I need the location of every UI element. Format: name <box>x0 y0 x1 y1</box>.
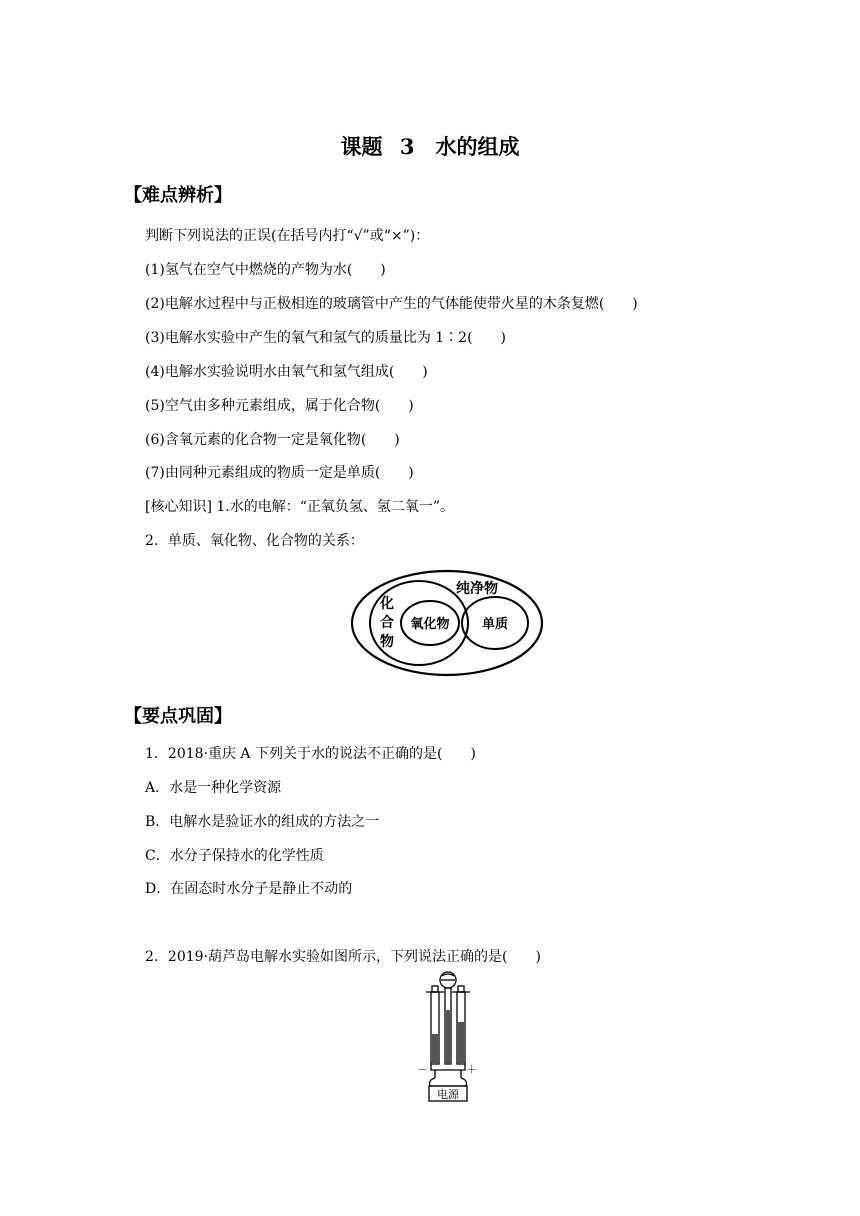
oxide-label: 氧化物 <box>410 617 450 632</box>
judgement-item-5: (5)空气由多种元素组成，属于化合物( ) <box>145 398 414 414</box>
pure-substance-label: 纯净物 <box>456 581 498 597</box>
judgement-item-6: (6)含氧元素的化合物一定是氧化物( ) <box>145 432 400 448</box>
element-label: 单质 <box>481 617 509 632</box>
judgement-item-1: (1)氢气在空气中燃烧的产物为水( ) <box>145 262 386 278</box>
positive-terminal-label: ＋ <box>466 1064 477 1076</box>
substance-relationship-diagram <box>348 567 546 679</box>
judgement-item-3: (3)电解水实验中产生的氧气和氢气的质量比为 1∶2( ) <box>145 330 507 346</box>
judgement-item-2: (2)电解水过程中与正极相连的玻璃管中产生的气体能使带火星的木条复燃( ) <box>145 296 638 312</box>
question-1-option-d: D．在固态时水分子是静止不动的 <box>145 881 353 897</box>
electrolysis-apparatus-diagram <box>412 970 484 1102</box>
core-knowledge-2: 2．单质、氧化物、化合物的关系： <box>145 533 364 549</box>
judgement-item-7: (7)由同种元素组成的物质一定是单质( ) <box>145 465 414 481</box>
question-1-option-a: A．水是一种化学资源 <box>145 780 282 796</box>
question-2-stem: 2．2019·葫芦岛电解水实验如图所示，下列说法正确的是( ) <box>145 949 541 965</box>
compound-label-char-1: 化 <box>380 596 394 612</box>
question-1-stem: 1．2018·重庆 A 下列关于水的说法不正确的是( ) <box>145 746 476 762</box>
negative-terminal-label: － <box>417 1064 428 1076</box>
core-knowledge-1: [核心知识] 1.水的电解：“正氧负氢、氢二氧一”。 <box>145 499 455 515</box>
power-supply-label: 电源 <box>437 1088 459 1101</box>
page-title: 课题 3 水的组成 <box>340 134 520 159</box>
section-heading-consolidation: 【要点巩固】 <box>124 706 232 727</box>
judgement-item-4: (4)电解水实验说明水由氧气和氢气组成( ) <box>145 364 428 380</box>
question-1-option-c: C．水分子保持水的化学性质 <box>145 848 324 864</box>
judgement-instructions: 判断下列说法的正误(在括号内打“√”或“×”)： <box>145 228 430 244</box>
question-1-option-b: B．电解水是验证水的组成的方法之一 <box>145 814 380 830</box>
compound-label-char-2: 合 <box>380 615 394 631</box>
compound-label-char-3: 物 <box>380 634 394 650</box>
section-heading-difficulty: 【难点辨析】 <box>124 185 232 206</box>
